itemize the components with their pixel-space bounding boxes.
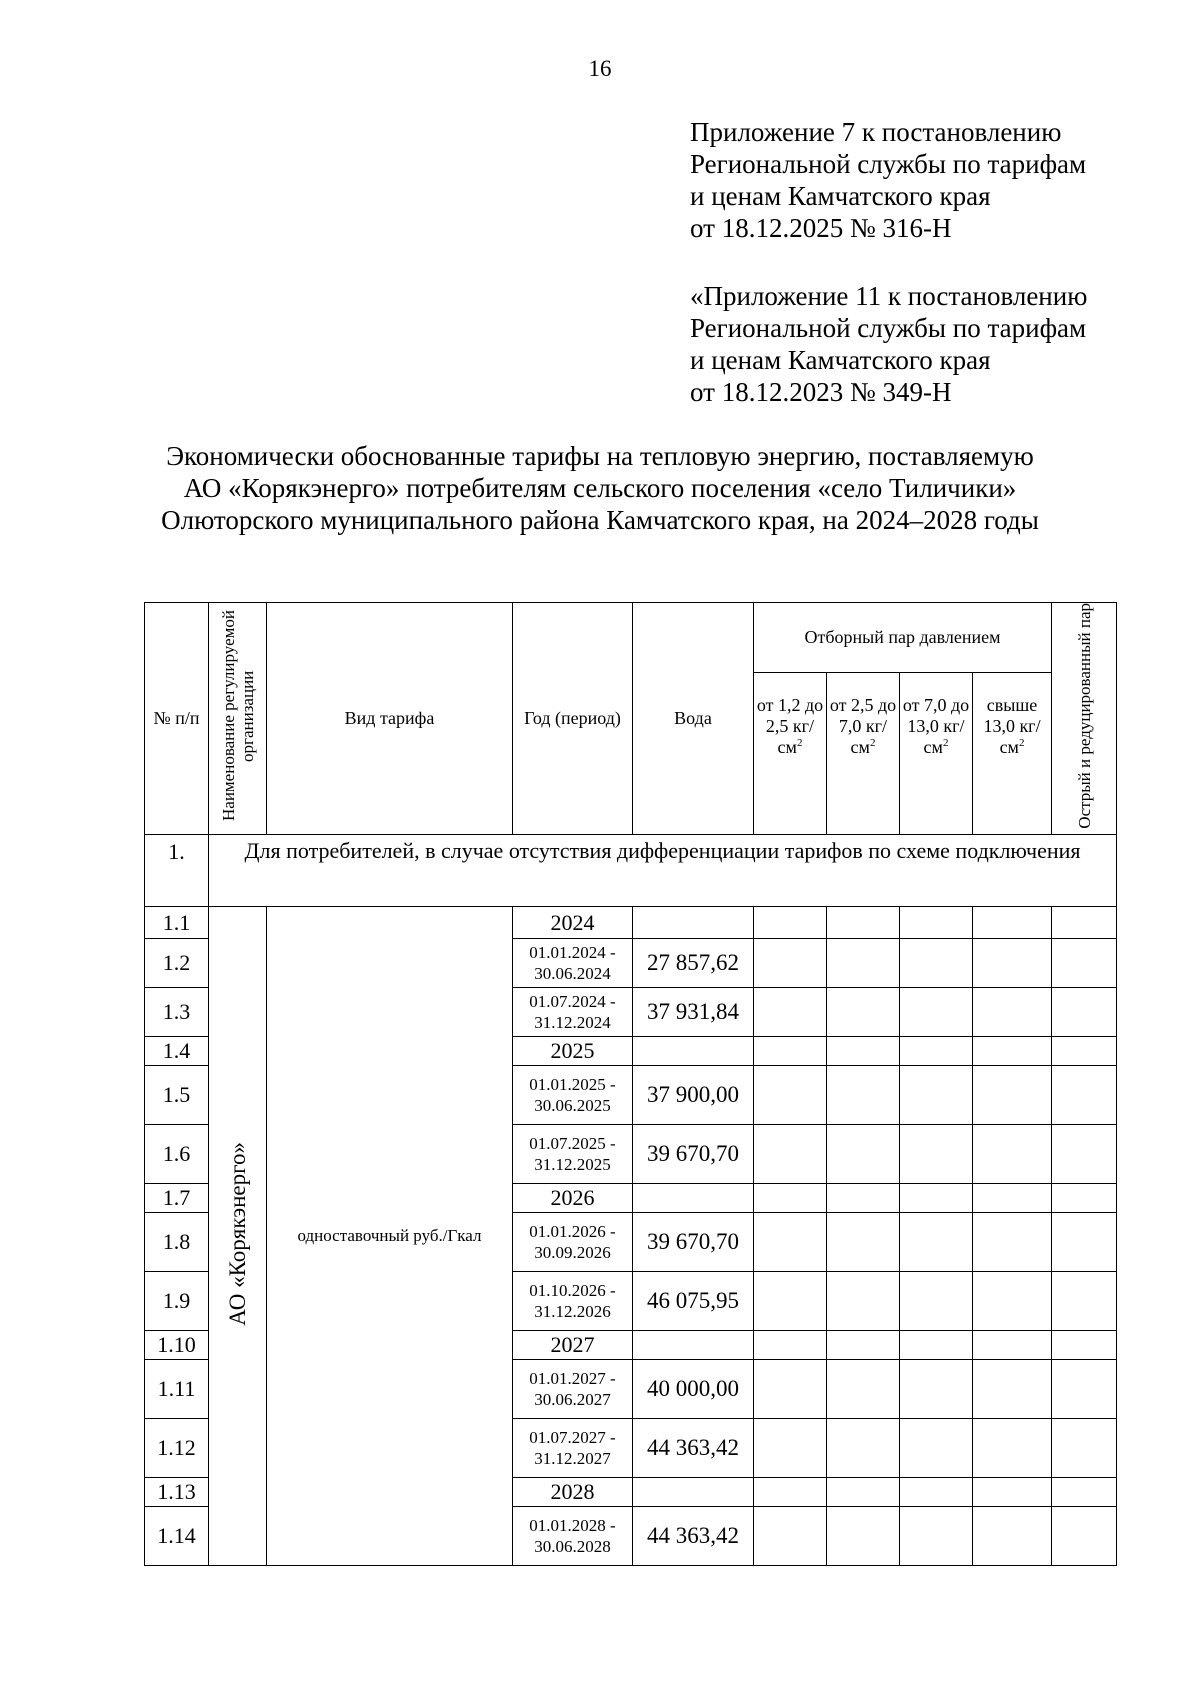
empty-cell bbox=[900, 1037, 973, 1066]
empty-cell bbox=[900, 988, 973, 1037]
tariff-table bbox=[144, 602, 1117, 1566]
water-tariff: 44 363,42 bbox=[633, 1419, 754, 1478]
appendix-line: Региональной службы по тарифам bbox=[690, 313, 1087, 343]
empty-cell bbox=[900, 1360, 973, 1419]
empty-cell bbox=[973, 939, 1052, 988]
water-tariff: 37 900,00 bbox=[633, 1066, 754, 1125]
appendix-line: и ценам Камчатского края bbox=[690, 345, 991, 375]
water-tariff: 27 857,62 bbox=[633, 939, 754, 988]
period-cell: 01.01.2026 - 30.09.2026 bbox=[513, 1213, 633, 1272]
period-cell: 01.10.2026 - 31.12.2026 bbox=[513, 1272, 633, 1331]
row-number: 1.9 bbox=[145, 1272, 209, 1331]
header-pressure-3 bbox=[900, 673, 973, 835]
empty-cell bbox=[1052, 1419, 1117, 1478]
row-number: 1.13 bbox=[145, 1478, 209, 1507]
superscript: 2 bbox=[796, 737, 803, 749]
empty-cell bbox=[754, 1066, 827, 1125]
empty-cell bbox=[1052, 1184, 1117, 1213]
water-tariff bbox=[633, 1478, 754, 1507]
empty-cell bbox=[900, 1066, 973, 1125]
empty-cell bbox=[1052, 939, 1117, 988]
empty-cell bbox=[754, 1507, 827, 1566]
header-pressure-1-text: от 1,2 до 2,5 кг/см bbox=[756, 695, 824, 757]
appendix-reference-current bbox=[690, 116, 1160, 244]
empty-cell bbox=[973, 1478, 1052, 1507]
superscript: 2 bbox=[869, 737, 876, 749]
empty-cell bbox=[754, 907, 827, 939]
header-pressure-4-text: свыше 13,0 кг/см bbox=[983, 695, 1041, 757]
empty-cell bbox=[827, 1066, 900, 1125]
empty-cell bbox=[973, 907, 1052, 939]
appendix-reference-original bbox=[690, 280, 1160, 408]
empty-cell bbox=[900, 1272, 973, 1331]
section-title: Для потребителей, в случае отсутствия дифференциации тарифов по схеме подключения bbox=[209, 835, 1117, 907]
empty-cell bbox=[754, 939, 827, 988]
empty-cell bbox=[1052, 1066, 1117, 1125]
empty-cell bbox=[827, 1331, 900, 1360]
water-tariff: 39 670,70 bbox=[633, 1213, 754, 1272]
empty-cell bbox=[973, 1507, 1052, 1566]
empty-cell bbox=[754, 1419, 827, 1478]
empty-cell bbox=[1052, 988, 1117, 1037]
empty-cell bbox=[900, 1331, 973, 1360]
page-number: 16 bbox=[588, 56, 612, 81]
empty-cell bbox=[973, 1272, 1052, 1331]
empty-cell bbox=[1052, 1125, 1117, 1184]
period-cell: 2026 bbox=[513, 1184, 633, 1213]
empty-cell bbox=[900, 1125, 973, 1184]
header-water: Вода bbox=[633, 603, 754, 835]
row-number: 1.6 bbox=[145, 1125, 209, 1184]
empty-cell bbox=[973, 1184, 1052, 1213]
empty-cell bbox=[973, 1331, 1052, 1360]
appendix-line: от 18.12.2025 № 316-Н bbox=[690, 213, 952, 243]
period-cell: 2027 bbox=[513, 1331, 633, 1360]
water-tariff: 37 931,84 bbox=[633, 988, 754, 1037]
appendix-line: и ценам Камчатского края bbox=[690, 181, 991, 211]
empty-cell bbox=[900, 939, 973, 988]
appendix-line: Региональной службы по тарифам bbox=[690, 149, 1087, 179]
header-sharp-steam-text: Острый и редуцированный пар bbox=[1074, 603, 1094, 829]
period-cell: 2028 bbox=[513, 1478, 633, 1507]
empty-cell bbox=[754, 1213, 827, 1272]
empty-cell bbox=[1052, 1037, 1117, 1066]
empty-cell bbox=[1052, 1360, 1117, 1419]
empty-cell bbox=[827, 1507, 900, 1566]
organization-cell bbox=[209, 907, 267, 1566]
header-pressure-3-text: от 7,0 до 13,0 кг/см bbox=[902, 695, 970, 757]
header-organization bbox=[209, 603, 267, 835]
empty-cell bbox=[754, 1037, 827, 1066]
row-number: 1.7 bbox=[145, 1184, 209, 1213]
empty-cell bbox=[900, 1419, 973, 1478]
header-number: № п/п bbox=[145, 603, 209, 835]
period-cell: 01.01.2025 - 30.06.2025 bbox=[513, 1066, 633, 1125]
empty-cell bbox=[754, 1272, 827, 1331]
empty-cell bbox=[973, 1125, 1052, 1184]
header-tariff-type: Вид тарифа bbox=[267, 603, 513, 835]
empty-cell bbox=[1052, 1478, 1117, 1507]
section-number: 1. bbox=[145, 835, 209, 907]
water-tariff: 44 363,42 bbox=[633, 1507, 754, 1566]
empty-cell bbox=[827, 1478, 900, 1507]
header-pressure-2 bbox=[827, 673, 900, 835]
period-cell: 2025 bbox=[513, 1037, 633, 1066]
title-line: Олюторского муниципального района Камчатского края, на 2024–2028 годы bbox=[161, 505, 1039, 535]
empty-cell bbox=[1052, 907, 1117, 939]
empty-cell bbox=[754, 1478, 827, 1507]
water-tariff bbox=[633, 1037, 754, 1066]
row-number: 1.8 bbox=[145, 1213, 209, 1272]
document-title bbox=[100, 440, 1100, 536]
water-tariff bbox=[633, 1331, 754, 1360]
empty-cell bbox=[827, 1213, 900, 1272]
empty-cell bbox=[754, 1331, 827, 1360]
empty-cell bbox=[827, 1184, 900, 1213]
title-line: Экономически обоснованные тарифы на тепловую энергию, поставляемую bbox=[166, 441, 1034, 471]
empty-cell bbox=[754, 1125, 827, 1184]
header-organization-text: Наименование регулируемой организации bbox=[218, 610, 257, 822]
period-cell: 01.01.2027 - 30.06.2027 bbox=[513, 1360, 633, 1419]
row-number: 1.11 bbox=[145, 1360, 209, 1419]
row-number: 1.10 bbox=[145, 1331, 209, 1360]
empty-cell bbox=[1052, 1213, 1117, 1272]
superscript: 2 bbox=[942, 737, 949, 749]
empty-cell bbox=[973, 1066, 1052, 1125]
empty-cell bbox=[827, 1272, 900, 1331]
empty-cell bbox=[973, 988, 1052, 1037]
appendix-line: от 18.12.2023 № 349-Н bbox=[690, 377, 952, 407]
period-cell: 01.01.2028 - 30.06.2028 bbox=[513, 1507, 633, 1566]
empty-cell bbox=[827, 1419, 900, 1478]
table-row bbox=[145, 907, 1117, 939]
row-number: 1.4 bbox=[145, 1037, 209, 1066]
appendix-line: «Приложение 11 к постановлению bbox=[690, 281, 1088, 311]
header-pressure-4 bbox=[973, 673, 1052, 835]
row-number: 1.3 bbox=[145, 988, 209, 1037]
header-pressure-2-text: от 2,5 до 7,0 кг/см bbox=[829, 695, 897, 757]
empty-cell bbox=[827, 988, 900, 1037]
empty-cell bbox=[827, 907, 900, 939]
appendix-line: Приложение 7 к постановлению bbox=[690, 117, 1062, 147]
period-cell: 01.07.2025 - 31.12.2025 bbox=[513, 1125, 633, 1184]
empty-cell bbox=[900, 907, 973, 939]
row-number: 1.14 bbox=[145, 1507, 209, 1566]
water-tariff bbox=[633, 1184, 754, 1213]
empty-cell bbox=[827, 1037, 900, 1066]
header-year: Год (период) bbox=[513, 603, 633, 835]
empty-cell bbox=[900, 1213, 973, 1272]
water-tariff: 46 075,95 bbox=[633, 1272, 754, 1331]
row-number: 1.2 bbox=[145, 939, 209, 988]
period-cell: 01.01.2024 - 30.06.2024 bbox=[513, 939, 633, 988]
header-pressure-group: Отборный пар давлением bbox=[754, 603, 1052, 673]
water-tariff bbox=[633, 907, 754, 939]
organization-name: АО «Корякэнерго» bbox=[224, 1141, 250, 1326]
row-number: 1.5 bbox=[145, 1066, 209, 1125]
empty-cell bbox=[1052, 1331, 1117, 1360]
empty-cell bbox=[827, 1360, 900, 1419]
period-cell: 01.07.2024 - 31.12.2024 bbox=[513, 988, 633, 1037]
empty-cell bbox=[900, 1184, 973, 1213]
water-tariff: 40 000,00 bbox=[633, 1360, 754, 1419]
row-number: 1.12 bbox=[145, 1419, 209, 1478]
empty-cell bbox=[973, 1037, 1052, 1066]
empty-cell bbox=[900, 1478, 973, 1507]
empty-cell bbox=[827, 939, 900, 988]
empty-cell bbox=[900, 1507, 973, 1566]
empty-cell bbox=[973, 1360, 1052, 1419]
period-cell: 01.07.2027 - 31.12.2027 bbox=[513, 1419, 633, 1478]
header-sharp-steam bbox=[1052, 603, 1117, 835]
superscript: 2 bbox=[1018, 737, 1025, 749]
empty-cell bbox=[1052, 1507, 1117, 1566]
empty-cell bbox=[1052, 1272, 1117, 1331]
tariff-type-cell: одноставочный руб./Гкал bbox=[267, 907, 513, 1566]
empty-cell bbox=[827, 1125, 900, 1184]
empty-cell bbox=[973, 1419, 1052, 1478]
row-number: 1.1 bbox=[145, 907, 209, 939]
empty-cell bbox=[754, 1360, 827, 1419]
empty-cell bbox=[754, 988, 827, 1037]
header-pressure-1 bbox=[754, 673, 827, 835]
empty-cell bbox=[973, 1213, 1052, 1272]
period-cell: 2024 bbox=[513, 907, 633, 939]
water-tariff: 39 670,70 bbox=[633, 1125, 754, 1184]
empty-cell bbox=[754, 1184, 827, 1213]
title-line: АО «Корякэнерго» потребителям сельского поселения «село Тиличики» bbox=[183, 473, 1017, 503]
